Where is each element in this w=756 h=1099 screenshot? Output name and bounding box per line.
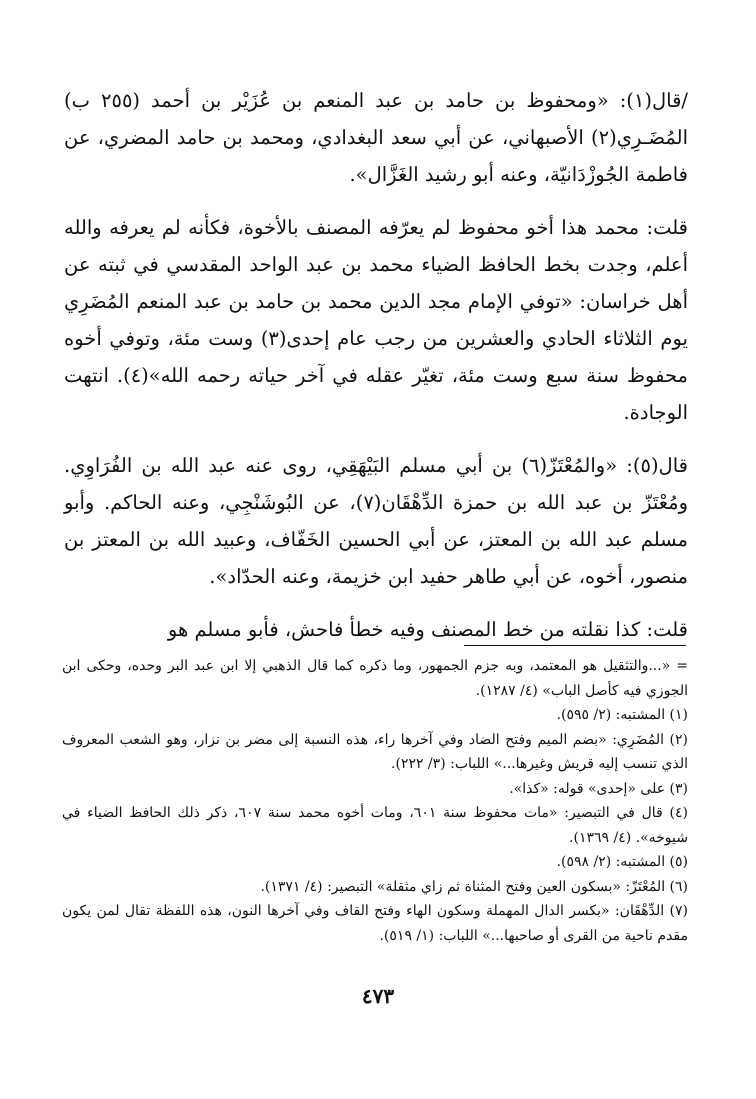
footnote-2: (٢) المُضَرِي: «بضم الميم وفتح الضاد وفي آخرها راء، هذه النسبة إلى مضر بن نزار، وهو الشعب المعروف الذي تنسب إليه قريش وغيرها...» اللباب: (٣/ ٢٢٢). — [62, 731, 688, 772]
paragraph-1: /قال(١): «ومحفوظ بن حامد بن عبد المنعم بن عُزَيْر بن أحمد (٢٥٥ ب) المُضَـرِي(٢) الأصبهاني، عن أبي سعد البغدادي، ومحمد بن حامد المضري، عن فاطمة الجُوزْدَانيّة، وعنه أبو رشيد الغَزَّال». — [64, 89, 688, 186]
footnote-continuation: = «...والتثقيل هو المعتمد، وبه جزم الجمهور، وما ذكره كما قال الذهبي إلا ابن عبد البر وحده، وحكى ابن الجوزي فيه كأصل الباب» (٤/ ١٢٨٧). — [62, 658, 688, 699]
footnote-4: (٤) قال في التبصير: «مات محفوظ سنة ٦٠١، ومات أخوه محمد سنة ٦٠٧، ذكر ذلك الحافظ الضياء في شيوخه». (٤/ ١٣٦٩). — [62, 805, 688, 846]
footnote-1: (١) المشتبه: (٢/ ٥٩٥). — [556, 707, 688, 723]
footnote-divider — [464, 645, 686, 646]
footnote-6: (٦) المُعْتَزّ: «بسكون العين وفتح المثناة ثم زاي مثقلة» التبصير: (٤/ ١٣٧١). — [260, 878, 688, 895]
main-text — [64, 82, 688, 664]
paragraph-2: قلت: محمد هذا أخو محفوظ لم يعرّفه المصنف بالأخوة، فكأنه لم يعرفه والله أعلم، وجدت بخط الحافظ الضياء محمد بن عبد الواحد المقدسي في ثبته عن أهل خراسان: «توفي الإمام مجد الدين محمد بن حامد بن عبد المنعم المُضَرِي يوم الثلاثاء الحادي والعشرين من رجب عام إحدى(٣) وست مئة، وتوفي أخوه محفوظ سنة سبع وست مئة، تغيّر عقله في آخر حياته رحمه الله»(٤). انتهت الوجادة. — [64, 216, 688, 424]
page-number: ٤٧٣ — [361, 984, 395, 1008]
footnotes — [62, 654, 688, 948]
paragraph-3: قال(٥): «والمُعْتَزّ(٦) بن أبي مسلم البَيْهَقِي، روى عنه عبد الله بن الفُرَاوِي. ومُعْتَزّ بن عبد الله بن حمزة الدِّهْقَان(٧)، عن البُوشَنْجِي، وعنه الحاكم. وأبو مسلم عبد الله بن المعتز، عن أبي الحسين الخَفّاف، وعبيد الله بن المعتز بن منصور، أخوه، عن أبي طاهر حفيد ابن خزيمة، وعنه الحدّاد». — [64, 454, 688, 588]
footnote-5: (٥) المشتبه: (٢/ ٥٩٨). — [556, 854, 688, 870]
footnote-3: (٣) على «إحدى» قوله: «كذا». — [509, 780, 688, 797]
footnote-7: (٧) الدِّهْقَان: «بكسر الدال المهملة وسكون الهاء وفتح القاف وفي آخرها النون، هذه اللفظة تقال لمن يكون مقدم ناحية من القرى أو صاحبها...» اللباب: (١/ ٥١٩). — [62, 903, 688, 944]
paragraph-4: قلت: كذا نقلته من خط المصنف وفيه خطأ فاحش، فأبو مسلم هو — [167, 618, 688, 641]
